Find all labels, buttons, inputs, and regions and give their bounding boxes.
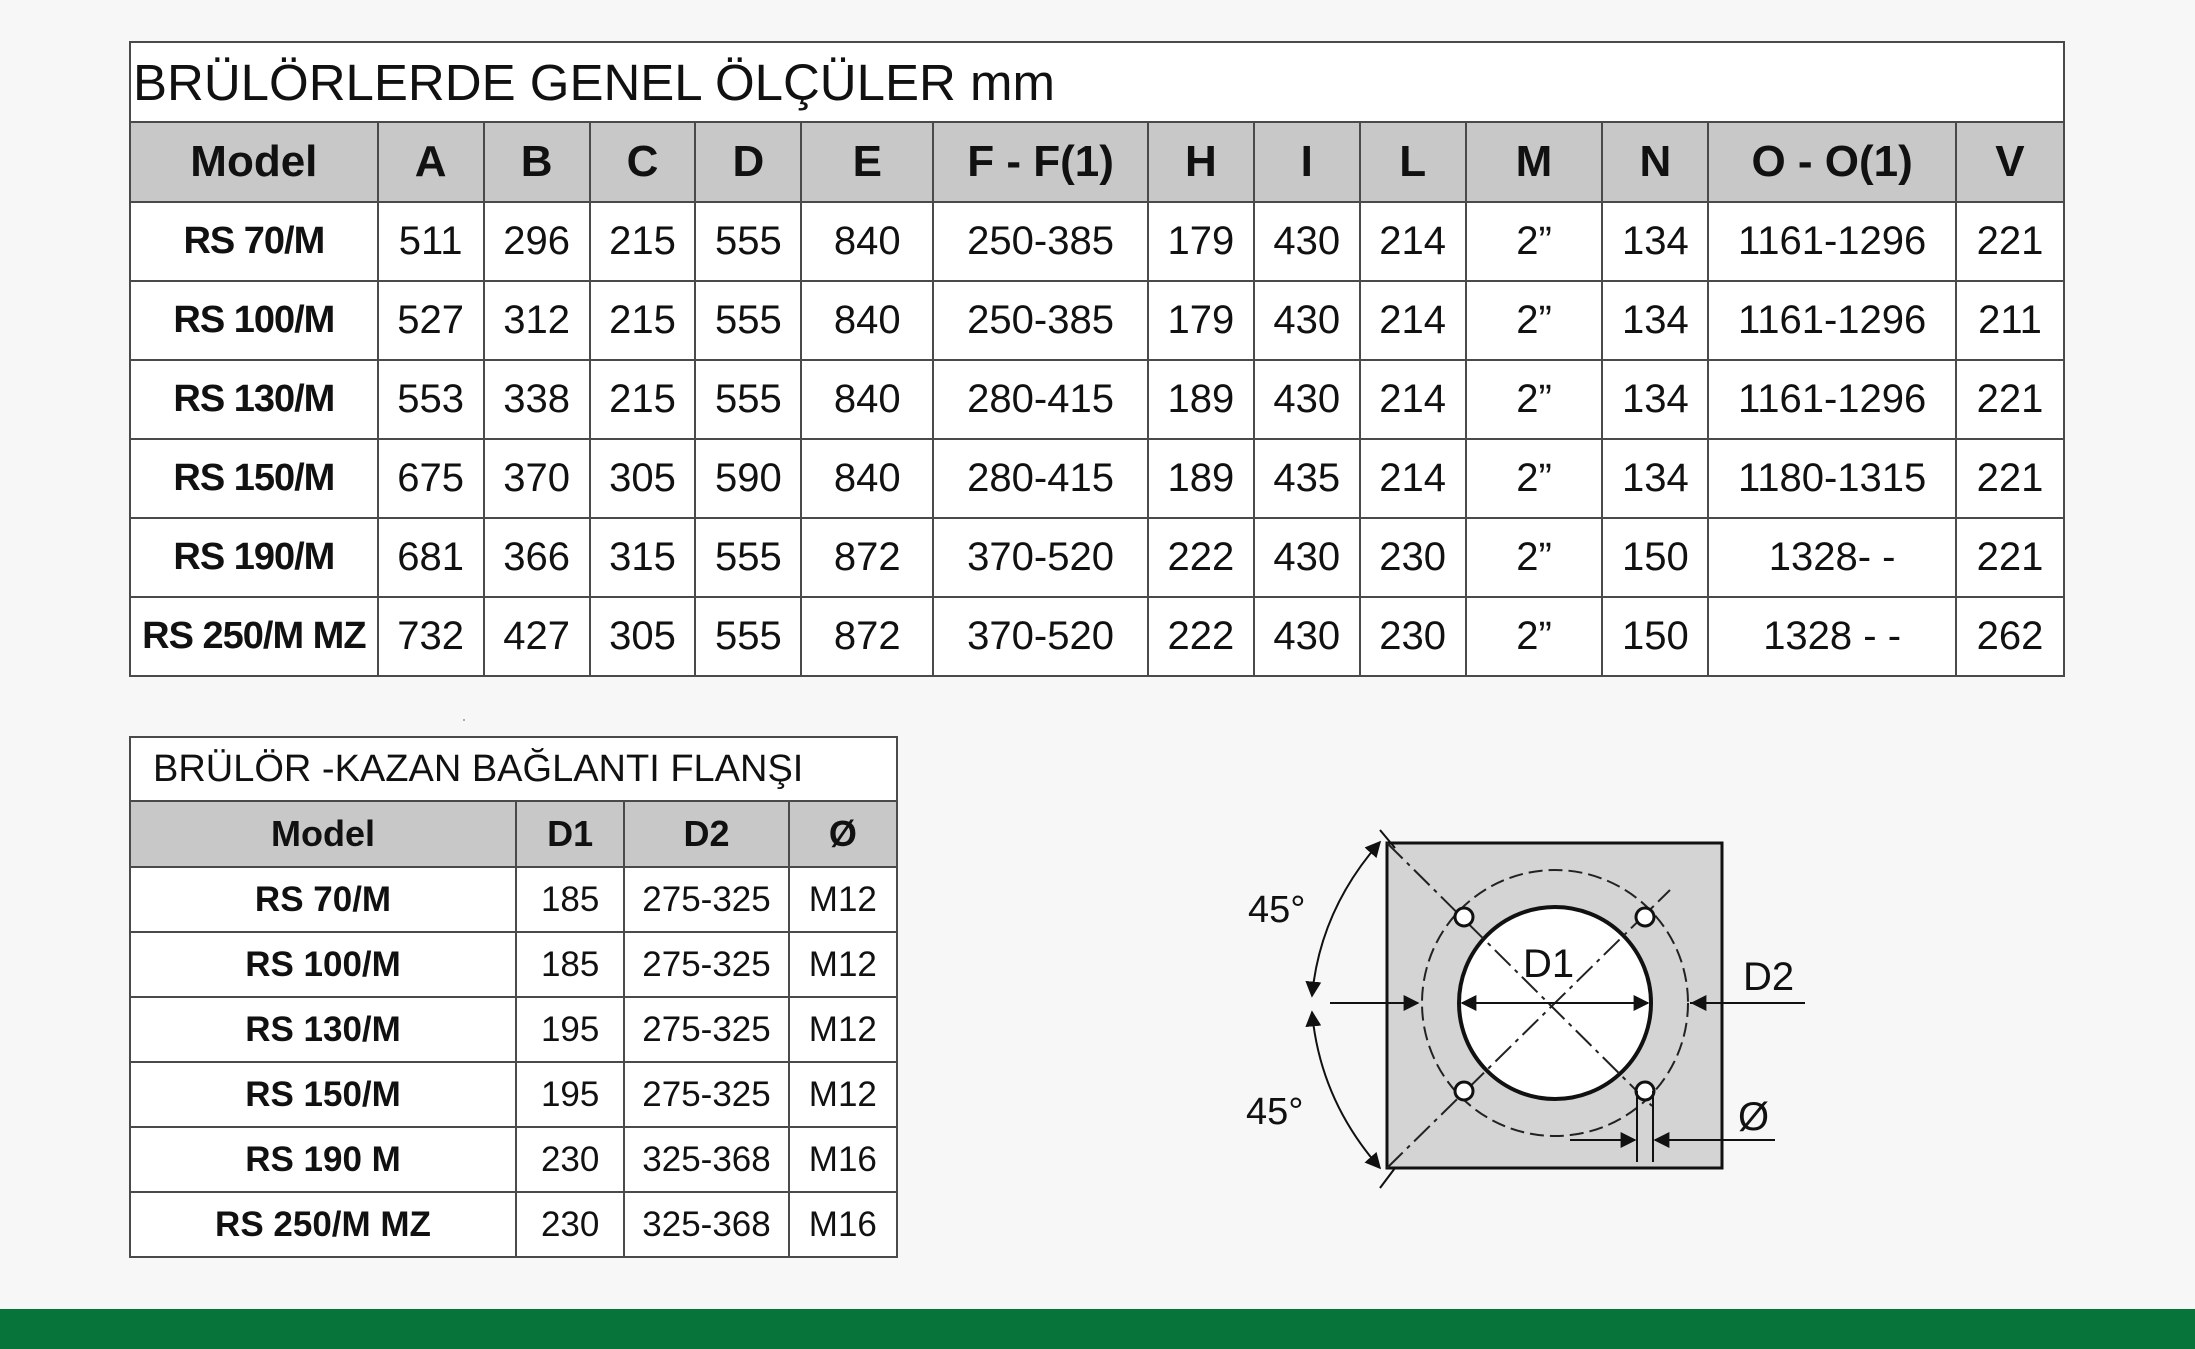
- hole-label: Ø: [1738, 1095, 1770, 1139]
- table-row: [130, 1192, 897, 1257]
- value-cell: 221: [1956, 439, 2064, 518]
- bolt-hole: [1636, 1082, 1654, 1100]
- model-cell: RS 150/M: [130, 1062, 516, 1127]
- value-cell: 305: [590, 597, 696, 676]
- value-cell: 2”: [1466, 518, 1603, 597]
- value-cell: 338: [484, 360, 590, 439]
- value-cell: 230: [516, 1192, 624, 1257]
- header-cell: A: [378, 122, 484, 202]
- table-row: [130, 867, 897, 932]
- value-cell: 179: [1148, 202, 1254, 281]
- value-cell: 2”: [1466, 281, 1603, 360]
- value-cell: 189: [1148, 360, 1254, 439]
- table-row: [130, 439, 2064, 518]
- value-cell: 189: [1148, 439, 1254, 518]
- value-cell: 430: [1254, 597, 1360, 676]
- value-cell: 872: [801, 518, 933, 597]
- header-cell: N: [1602, 122, 1708, 202]
- value-cell: 134: [1602, 360, 1708, 439]
- value-cell: 275-325: [624, 932, 788, 997]
- value-cell: 555: [695, 202, 801, 281]
- table-row: [130, 932, 897, 997]
- value-cell: 325-368: [624, 1192, 788, 1257]
- value-cell: 215: [590, 281, 696, 360]
- value-cell: 250-385: [933, 202, 1148, 281]
- flange-table: [129, 736, 898, 1258]
- value-cell: 435: [1254, 439, 1360, 518]
- angle-arc-bottom: [1312, 1012, 1380, 1168]
- value-cell: 427: [484, 597, 590, 676]
- value-cell: 214: [1360, 439, 1466, 518]
- value-cell: 195: [516, 997, 624, 1062]
- value-cell: 230: [1360, 518, 1466, 597]
- value-cell: 2”: [1466, 597, 1603, 676]
- value-cell: 230: [516, 1127, 624, 1192]
- table-row: [130, 997, 897, 1062]
- value-cell: 732: [378, 597, 484, 676]
- value-cell: 150: [1602, 518, 1708, 597]
- value-cell: 553: [378, 360, 484, 439]
- value-cell: 1161-1296: [1708, 360, 1956, 439]
- value-cell: 1328- -: [1708, 518, 1956, 597]
- value-cell: 2”: [1466, 360, 1603, 439]
- dimensions-table-title: BRÜLÖRLERDE GENEL ÖLÇÜLER mm: [130, 42, 2064, 122]
- header-cell: F - F(1): [933, 122, 1148, 202]
- value-cell: 370-520: [933, 597, 1148, 676]
- value-cell: 430: [1254, 281, 1360, 360]
- model-cell: RS 150/M: [130, 439, 378, 518]
- model-cell: RS 130/M: [130, 997, 516, 1062]
- header-cell: L: [1360, 122, 1466, 202]
- header-cell: H: [1148, 122, 1254, 202]
- value-cell: 590: [695, 439, 801, 518]
- value-cell: 305: [590, 439, 696, 518]
- table-row: [130, 202, 2064, 281]
- value-cell: 1161-1296: [1708, 281, 1956, 360]
- bolt-hole: [1455, 1082, 1473, 1100]
- angle-arc-top: [1312, 842, 1380, 996]
- value-cell: 275-325: [624, 867, 788, 932]
- value-cell: M16: [789, 1192, 897, 1257]
- bolt-hole: [1455, 908, 1473, 926]
- header-cell: Model: [130, 801, 516, 867]
- header-cell: Ø: [789, 801, 897, 867]
- value-cell: 222: [1148, 518, 1254, 597]
- model-cell: RS 100/M: [130, 281, 378, 360]
- value-cell: 2”: [1466, 439, 1603, 518]
- d2-label: D2: [1743, 955, 1795, 999]
- value-cell: 134: [1602, 281, 1708, 360]
- value-cell: 296: [484, 202, 590, 281]
- table-row: [130, 1062, 897, 1127]
- stray-dot: [463, 719, 465, 721]
- value-cell: 430: [1254, 360, 1360, 439]
- header-cell: V: [1956, 122, 2064, 202]
- value-cell: 221: [1956, 518, 2064, 597]
- flange-table-title: BRÜLÖR -KAZAN BAĞLANTI FLANŞI: [130, 737, 897, 801]
- value-cell: 370-520: [933, 518, 1148, 597]
- dimensions-table-body: [130, 202, 2064, 676]
- header-cell: D2: [624, 801, 788, 867]
- model-cell: RS 130/M: [130, 360, 378, 439]
- value-cell: 1180-1315: [1708, 439, 1956, 518]
- dimensions-table: [129, 41, 2065, 677]
- value-cell: 179: [1148, 281, 1254, 360]
- value-cell: M16: [789, 1127, 897, 1192]
- value-cell: 230: [1360, 597, 1466, 676]
- value-cell: 134: [1602, 439, 1708, 518]
- value-cell: 325-368: [624, 1127, 788, 1192]
- model-cell: RS 250/M MZ: [130, 597, 378, 676]
- value-cell: 215: [590, 360, 696, 439]
- value-cell: 430: [1254, 202, 1360, 281]
- value-cell: 221: [1956, 360, 2064, 439]
- value-cell: 185: [516, 932, 624, 997]
- value-cell: 185: [516, 867, 624, 932]
- bolt-hole: [1636, 908, 1654, 926]
- value-cell: 2”: [1466, 202, 1603, 281]
- table-row: [130, 1127, 897, 1192]
- value-cell: 312: [484, 281, 590, 360]
- value-cell: 555: [695, 597, 801, 676]
- value-cell: 1161-1296: [1708, 202, 1956, 281]
- value-cell: 214: [1360, 281, 1466, 360]
- value-cell: 262: [1956, 597, 2064, 676]
- value-cell: 370: [484, 439, 590, 518]
- header-cell: I: [1254, 122, 1360, 202]
- header-cell: B: [484, 122, 590, 202]
- model-cell: RS 70/M: [130, 202, 378, 281]
- value-cell: 840: [801, 439, 933, 518]
- extension-tick: [1380, 1168, 1395, 1188]
- value-cell: 214: [1360, 202, 1466, 281]
- value-cell: 215: [590, 202, 696, 281]
- header-cell: E: [801, 122, 933, 202]
- value-cell: 275-325: [624, 997, 788, 1062]
- value-cell: M12: [789, 932, 897, 997]
- value-cell: 134: [1602, 202, 1708, 281]
- model-cell: RS 100/M: [130, 932, 516, 997]
- model-cell: RS 190/M: [130, 518, 378, 597]
- header-cell: Model: [130, 122, 378, 202]
- value-cell: 675: [378, 439, 484, 518]
- angle-top-label: 45°: [1248, 889, 1306, 931]
- header-cell: D1: [516, 801, 624, 867]
- header-cell: M: [1466, 122, 1603, 202]
- value-cell: 527: [378, 281, 484, 360]
- value-cell: 195: [516, 1062, 624, 1127]
- value-cell: 681: [378, 518, 484, 597]
- dimensions-header-row: [130, 122, 2064, 202]
- value-cell: 1328 - -: [1708, 597, 1956, 676]
- value-cell: 511: [378, 202, 484, 281]
- angle-bottom-label: 45°: [1246, 1091, 1304, 1133]
- value-cell: 214: [1360, 360, 1466, 439]
- value-cell: 222: [1148, 597, 1254, 676]
- value-cell: 840: [801, 202, 933, 281]
- value-cell: 221: [1956, 202, 2064, 281]
- table-row: [130, 597, 2064, 676]
- value-cell: 150: [1602, 597, 1708, 676]
- header-cell: C: [590, 122, 696, 202]
- value-cell: 555: [695, 281, 801, 360]
- value-cell: M12: [789, 997, 897, 1062]
- value-cell: 366: [484, 518, 590, 597]
- value-cell: 430: [1254, 518, 1360, 597]
- flange-diagram: [1230, 800, 1850, 1220]
- header-cell: D: [695, 122, 801, 202]
- model-cell: RS 70/M: [130, 867, 516, 932]
- header-cell: O - O(1): [1708, 122, 1956, 202]
- value-cell: 280-415: [933, 439, 1148, 518]
- value-cell: 872: [801, 597, 933, 676]
- value-cell: 280-415: [933, 360, 1148, 439]
- value-cell: 555: [695, 360, 801, 439]
- value-cell: 211: [1956, 281, 2064, 360]
- flange-header-row: [130, 801, 897, 867]
- value-cell: 250-385: [933, 281, 1148, 360]
- table-row: [130, 518, 2064, 597]
- value-cell: 555: [695, 518, 801, 597]
- value-cell: 275-325: [624, 1062, 788, 1127]
- value-cell: 840: [801, 360, 933, 439]
- flange-table-body: [130, 867, 897, 1257]
- table-row: [130, 360, 2064, 439]
- value-cell: 840: [801, 281, 933, 360]
- value-cell: 315: [590, 518, 696, 597]
- d1-label: D1: [1523, 942, 1575, 986]
- value-cell: M12: [789, 867, 897, 932]
- footer-bar: [0, 1309, 2195, 1349]
- model-cell: RS 250/M MZ: [130, 1192, 516, 1257]
- table-row: [130, 281, 2064, 360]
- model-cell: RS 190 M: [130, 1127, 516, 1192]
- value-cell: M12: [789, 1062, 897, 1127]
